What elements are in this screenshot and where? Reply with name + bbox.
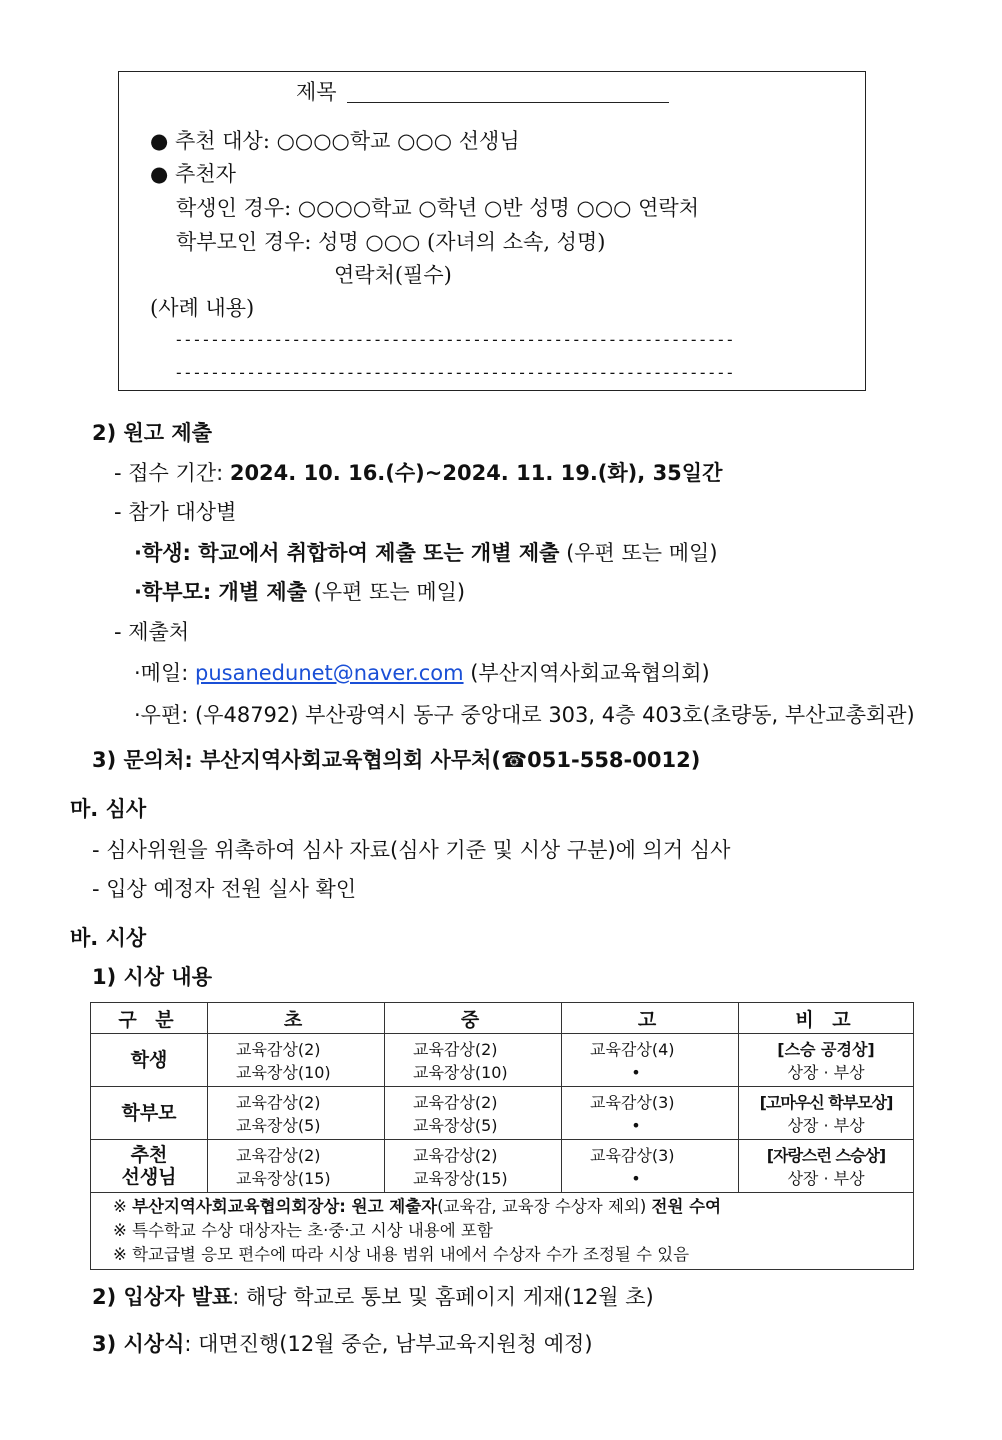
header-high: 고 xyxy=(562,1003,739,1034)
award-table-header xyxy=(91,1003,914,1034)
form-title-label: 제목 xyxy=(296,80,337,104)
award-table xyxy=(90,1002,914,1270)
elementary-cell: 교육감상(2) 교육장상(10) xyxy=(208,1034,385,1087)
note-cell: [고마우신 학부모상] 상장 · 부상 xyxy=(739,1087,914,1140)
student-method: ·학생: 학교에서 취합하여 제출 또는 개별 제출 xyxy=(134,541,560,565)
review-item-2: - 입상 예정자 전원 실사 확인 xyxy=(92,877,357,901)
form-title-row xyxy=(296,78,669,106)
table-row xyxy=(91,1140,914,1193)
submission-by-target: - 참가 대상별 xyxy=(114,500,237,524)
high-cell: 교육감상(4) • xyxy=(562,1034,739,1087)
row-category: 추천 선생님 xyxy=(91,1140,208,1193)
email-note: (부산지역사회교육협의회) xyxy=(463,661,710,685)
elementary-cell: 교육감상(2) 교육장상(15) xyxy=(208,1140,385,1193)
period-value: 2024. 10. 16.(수)~2024. 11. 19.(화), 35일간 xyxy=(229,461,723,485)
footnote-2: ※ 특수학교 수상 대상자는 초·중·고 시상 내용에 포함 xyxy=(113,1221,493,1240)
review-heading: 마. 심사 xyxy=(70,797,147,821)
high-cell: 교육감상(3) • xyxy=(562,1140,739,1193)
submission-period xyxy=(114,459,722,487)
title-blank-line xyxy=(347,84,669,103)
table-row xyxy=(91,1034,914,1087)
header-elementary: 초 xyxy=(208,1003,385,1034)
form-dash-line-1: -------------------------------------------------------------- xyxy=(174,330,735,349)
table-row xyxy=(91,1087,914,1140)
submission-student xyxy=(134,539,718,567)
form-line-case: (사례 내용) xyxy=(150,296,255,320)
period-label: - 접수 기간: xyxy=(114,461,230,485)
submission-destination: - 제출처 xyxy=(114,620,190,644)
review-item-1: - 심사위원을 위촉하여 심사 자료(심사 기준 및 시상 구분)에 의거 심사 xyxy=(92,838,731,862)
student-method-note: (우편 또는 메일) xyxy=(559,541,718,565)
form-line-parent: 학부모인 경우: 성명 ○○○ (자녀의 소속, 성명) xyxy=(176,230,606,254)
row-category: 학생 xyxy=(91,1034,208,1087)
award-subheading: 1) 시상 내용 xyxy=(92,965,212,989)
high-cell: 교육감상(3) • xyxy=(562,1087,739,1140)
table-footnotes xyxy=(91,1193,914,1270)
header-middle: 중 xyxy=(385,1003,562,1034)
middle-cell: 교육감상(2) 교육장상(15) xyxy=(385,1140,562,1193)
note-cell: [스승 공경상] 상장 · 부상 xyxy=(739,1034,914,1087)
submission-email-row xyxy=(134,659,710,687)
parent-method-note: (우편 또는 메일) xyxy=(307,580,466,604)
header-note: 비 고 xyxy=(739,1003,914,1034)
submission-heading: 2) 원고 제출 xyxy=(92,421,212,445)
header-category: 구 분 xyxy=(91,1003,208,1034)
contact-line: 3) 문의처: 부산지역사회교육협의회 사무처(☎051-558-0012) xyxy=(92,748,701,772)
row-category: 학부모 xyxy=(91,1087,208,1140)
middle-cell: 교육감상(2) 교육장상(5) xyxy=(385,1087,562,1140)
form-dash-line-2: -------------------------------------------------------------- xyxy=(174,363,735,382)
email-label: ·메일: xyxy=(134,661,195,685)
submission-post: ·우편: (우48792) 부산광역시 동구 중앙대로 303, 4층 403호(초량동, 부산교총회관) xyxy=(134,703,915,727)
footnote-1: ※ 부산지역사회교육협의회장상: 원고 제출자(교육감, 교육장 수상자 제외) 전원 수여 xyxy=(113,1197,722,1216)
footnote-3: ※ 학교급별 응모 편수에 따라 시상 내용 범위 내에서 수상자 수가 조정될 수 있음 xyxy=(113,1245,690,1264)
middle-cell: 교육감상(2) 교육장상(10) xyxy=(385,1034,562,1087)
parent-method: ·학부모: 개별 제출 xyxy=(134,580,307,604)
note-cell: [자랑스런 스승상] 상장 · 부상 xyxy=(739,1140,914,1193)
form-line-student: 학생인 경우: ○○○○학교 ○학년 ○반 성명 ○○○ 연락처 xyxy=(176,196,700,220)
form-line-recommender: ● 추천자 xyxy=(150,162,236,186)
award-heading: 바. 시상 xyxy=(70,926,147,950)
form-line-contact: 연락처(필수) xyxy=(334,263,452,287)
elementary-cell: 교육감상(2) 교육장상(5) xyxy=(208,1087,385,1140)
email-link[interactable]: pusanedunet@naver.com xyxy=(195,661,464,685)
award-ceremony: 3) 시상식: 대면진행(12월 중순, 남부교육지원청 예정) xyxy=(92,1332,593,1356)
footnote-cell xyxy=(91,1193,914,1270)
winner-announcement: 2) 입상자 발표: 해당 학교로 통보 및 홈페이지 게재(12월 초) xyxy=(92,1285,654,1309)
submission-parent xyxy=(134,578,465,606)
form-line-target: ● 추천 대상: ○○○○학교 ○○○ 선생님 xyxy=(150,129,520,153)
